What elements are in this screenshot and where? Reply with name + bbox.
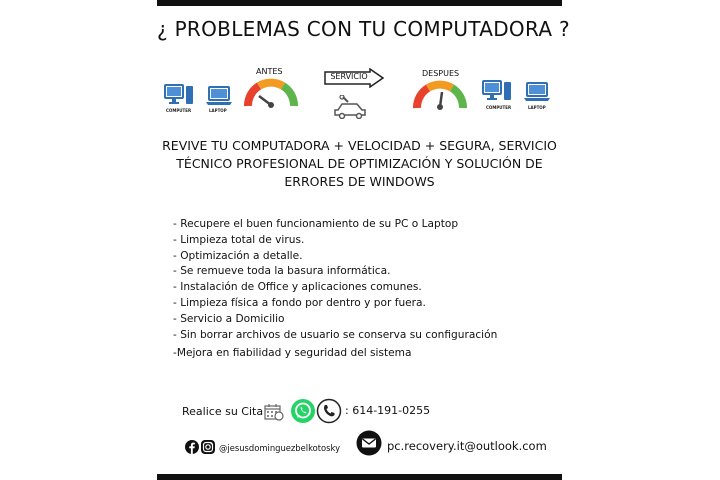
computer-label: COMPUTER bbox=[486, 105, 512, 110]
gauge-high-icon bbox=[413, 80, 467, 110]
list-item: - Optimización a detalle. bbox=[173, 249, 303, 262]
list-item: - Servicio a Domicilio bbox=[173, 312, 285, 325]
laptop-icon bbox=[205, 86, 233, 106]
laptop-icon bbox=[523, 82, 551, 102]
before-label: ANTES bbox=[256, 67, 283, 76]
list-item: -Mejora en fiabilidad y seguridad del sistema bbox=[173, 347, 412, 360]
page-title: ¿ PROBLEMAS CON TU COMPUTADORA ? bbox=[157, 17, 570, 41]
flyer bbox=[157, 0, 570, 480]
appointment-label: Realice su Cita bbox=[182, 405, 264, 418]
phone-icon[interactable] bbox=[316, 398, 342, 424]
email-icon[interactable] bbox=[356, 430, 382, 456]
list-item: - Sin borrar archivos de usuario se conserva su configuración bbox=[173, 328, 498, 341]
calendar-icon bbox=[264, 403, 284, 421]
email-address[interactable]: pc.recovery.it@outlook.com bbox=[387, 439, 547, 453]
gauge-low-icon bbox=[244, 78, 298, 108]
car-repair-icon bbox=[333, 95, 367, 119]
list-item: - Recupere el buen funcionamiento de su PC o Laptop bbox=[173, 218, 459, 230]
laptop-label: LAPTOP bbox=[528, 105, 546, 110]
computer-icon bbox=[164, 84, 194, 106]
headline-line: ERRORES DE WINDOWS bbox=[284, 174, 435, 189]
headline-line: REVIVE TU COMPUTADORA + VELOCIDAD + SEGURA, SERVICIO bbox=[162, 138, 557, 153]
instagram-icon[interactable] bbox=[201, 440, 215, 454]
headline-line: TÉCNICO PROFESIONAL DE OPTIMIZACIÓN Y SOLUCIÓN DE bbox=[176, 156, 543, 171]
top-border bbox=[157, 0, 562, 6]
list-item: - Instalación de Office y aplicaciones comunes. bbox=[173, 281, 422, 294]
laptop-label: LAPTOP bbox=[209, 108, 227, 113]
bottom-border bbox=[157, 474, 562, 480]
headline bbox=[157, 137, 562, 191]
service-label: SERVICIO bbox=[330, 72, 368, 81]
social-handle[interactable]: @jesusdominguezbelkotosky bbox=[219, 443, 341, 453]
computer-label: COMPUTER bbox=[166, 108, 192, 113]
after-label: DESPUES bbox=[422, 69, 460, 78]
facebook-icon[interactable] bbox=[185, 440, 199, 454]
list-item: - Limpieza total de virus. bbox=[173, 233, 305, 246]
whatsapp-icon[interactable] bbox=[290, 398, 316, 424]
list-item: - Se remueve toda la basura informática. bbox=[173, 265, 391, 278]
services-list bbox=[173, 217, 553, 362]
phone-number[interactable]: : 614-191-0255 bbox=[345, 404, 431, 417]
list-item: - Limpieza física a fondo por dentro y por fuera. bbox=[173, 296, 426, 309]
computer-icon bbox=[482, 80, 512, 102]
